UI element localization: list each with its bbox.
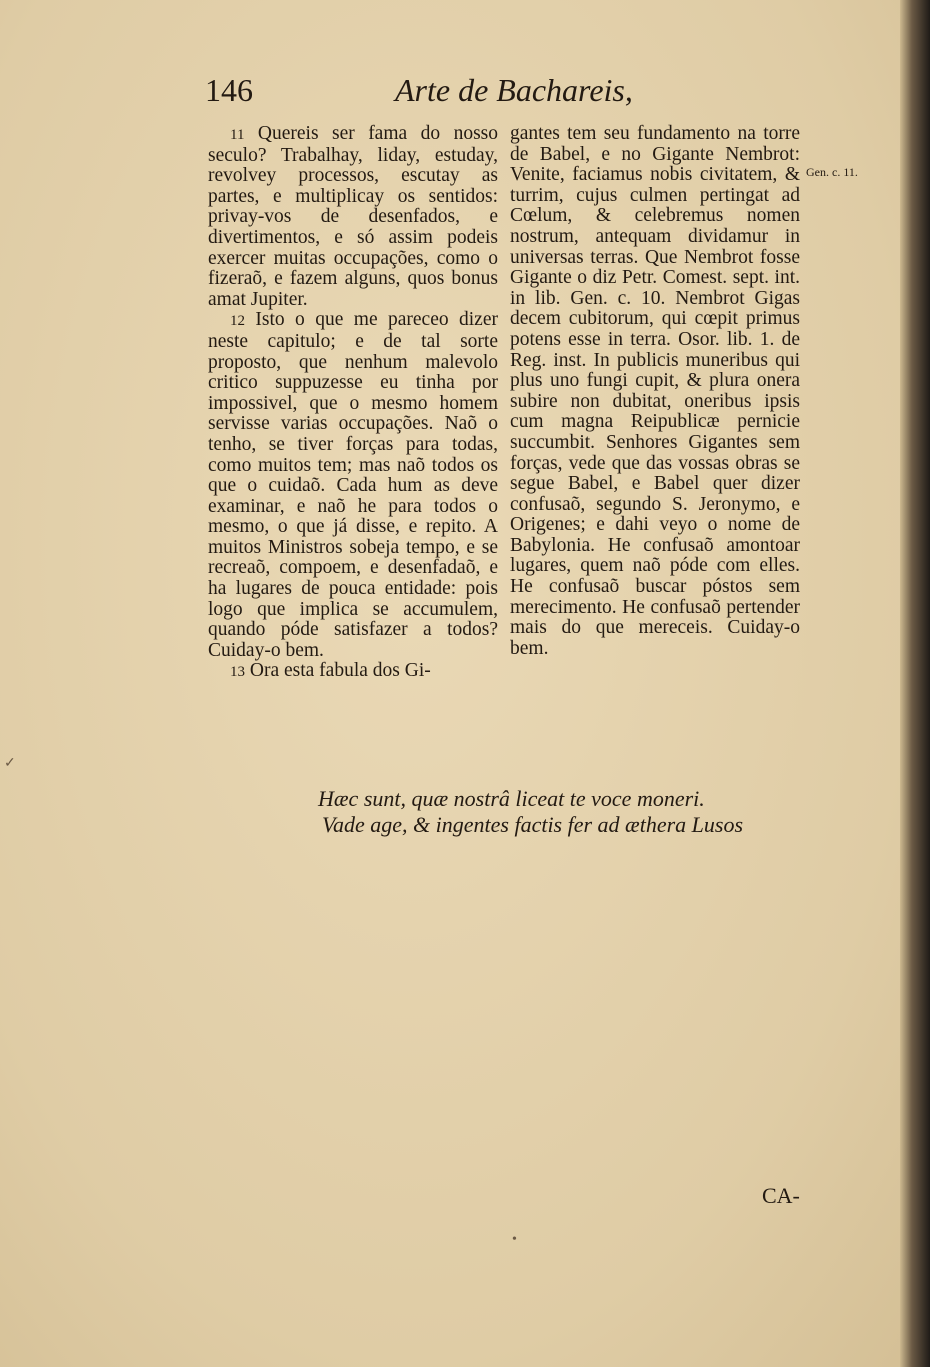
running-head: Arte de Bachareis, bbox=[395, 72, 633, 108]
paragraph-11 bbox=[208, 124, 498, 310]
right-column bbox=[510, 124, 800, 659]
paragraph-13-continued: gantes tem seu fundamento na torre de Babel, e no Gigante Nembrot: Venite, faciamus nobis civitatem, & turrim, cujus culmen pertingat ad Cœlum, & celebremus nomen nostrum, antequam dividamur in universas terras. Que Nembrot fosse Gigante o diz Petr. Comest. sept. int. in lib. Gen. c. 10. Nembrot Gigas decem cubitorum, qui cœpit primus potens esse in terra. Osor. lib. 1. de Reg. inst. In publicis muneribus qui plus uno fungi cupit, & plura onera subire non dubitat, oneribus ipsis cum magna Reipublicæ pernicie succumbit. Senhores Gigantes sem forças, vede que das vossas obras se segue Babel, e Babel quer dizer confusaõ, segundo S. Jeronymo, e Origenes; e dahi veyo o nome de Babylonia. He confusaõ amontoar lugares, quem naõ póde com elles. He confusaõ buscar póstos sem merecimento. He confusaõ pertender mais do que mereceis. Cuiday-o bem. bbox=[510, 123, 800, 659]
verse-line-2: Vade age, & ingentes factis fer ad æthera Lusos bbox=[322, 812, 744, 837]
catchword: CA- bbox=[762, 1183, 800, 1208]
marginal-note: Gen. c. 11. bbox=[806, 165, 858, 179]
page-number: 146 bbox=[205, 72, 253, 108]
book-gutter bbox=[900, 0, 930, 1367]
paragraph-text: Isto o que me pareceo dizer neste capitulo; e de tal sorte proposto, que nenhum malevolo critico suppuzesse eu tinha por impossivel, que o mesmo homem servisse varias occupações. Naõ o tenho, se tiver forças para todas, como muitos tem; mas naõ todos os que o cuidaõ. Cada hum as deve examinar, e naõ he para todos o mesmo, o que já disse, e repito. A muitos Ministros sobeja tempo, e se recreaõ, compoem, e desenfadaõ, e ha lugares de pouca entidade: pois logo que implica se accumulem, quando póde satisfazer a todos? Cuiday-o bem. bbox=[208, 309, 498, 661]
page-header bbox=[205, 72, 825, 122]
paragraph-number: 13 bbox=[230, 664, 245, 681]
verse-quotation bbox=[318, 786, 743, 838]
paragraph-text: Quereis ser fama do nosso seculo? Trabalhay, liday, estuday, revolvey processos, escutay as partes, e multiplicay os sentidos: privay-vos de desenfados, e divertimentos, e só assim podeis exercer muitas occupações, como o fizeraõ, e fazem alguns, quos bonus amat Jupiter. bbox=[208, 123, 498, 310]
paragraph-number: 11 bbox=[230, 127, 245, 143]
margin-mark: ✓ bbox=[4, 756, 16, 771]
bottom-mark: • bbox=[512, 1232, 517, 1247]
paragraph-12 bbox=[208, 310, 498, 661]
paragraph-number: 12 bbox=[230, 313, 245, 330]
verse-line-1: Hæc sunt, quæ nostrâ liceat te voce moneri. bbox=[318, 786, 705, 811]
left-column bbox=[208, 124, 498, 683]
paragraph-text: Ora esta fabula dos Gi- bbox=[249, 660, 431, 682]
paragraph-13 bbox=[208, 661, 498, 683]
